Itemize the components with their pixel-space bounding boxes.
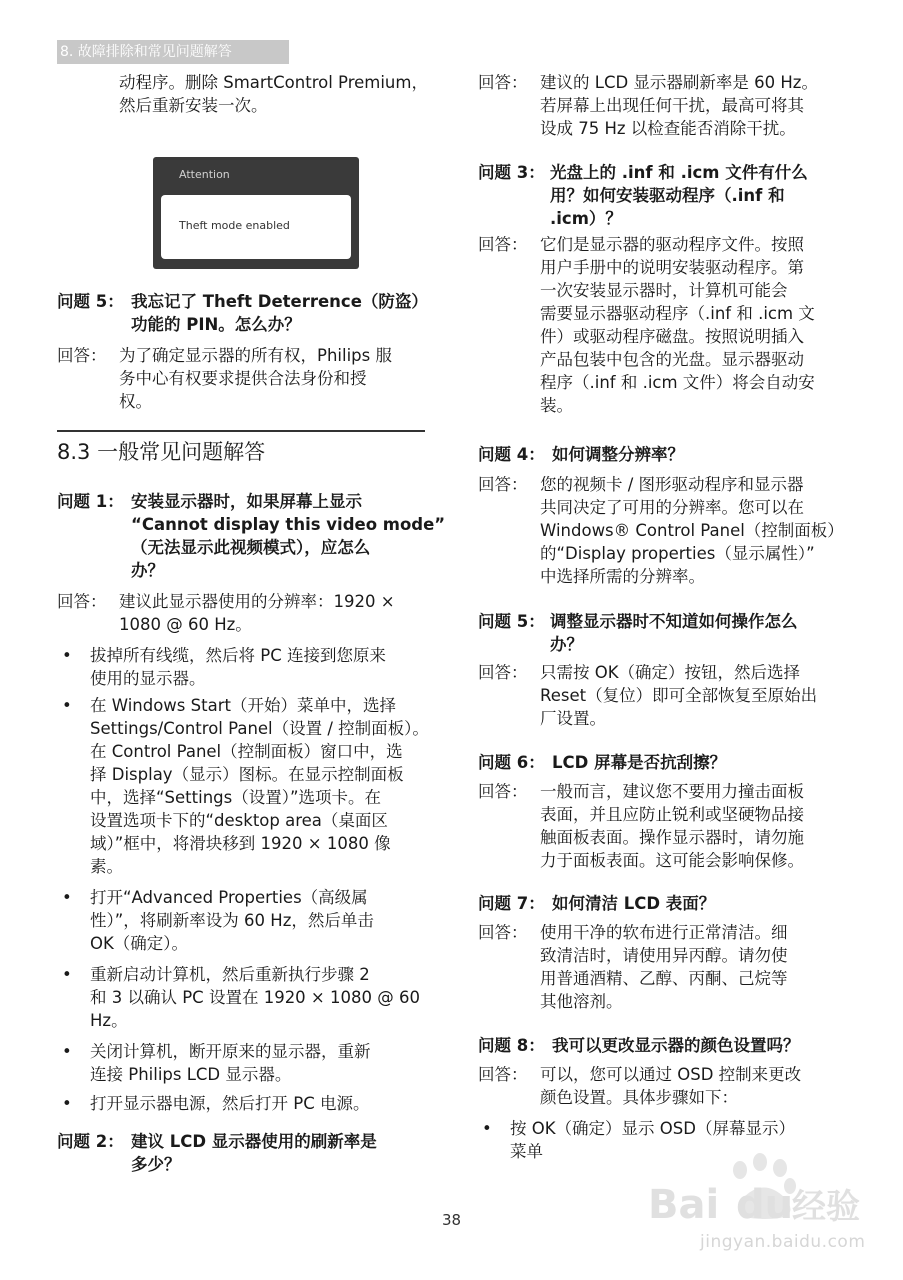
question-5-right-line: 办？	[550, 635, 583, 654]
step-5-line: 连接 Philips LCD 显示器。	[90, 1065, 292, 1084]
bullet-icon: •	[62, 646, 72, 665]
section-title: 8.3 一般常见问题解答	[57, 440, 266, 464]
answer-3-line: 需要显示器驱动程序（.inf 和 .icm 文	[540, 304, 815, 323]
intro-text-line: 然后重新安装一次。	[119, 96, 268, 115]
step-5-line: 关闭计算机，断开原来的显示器，重新	[90, 1042, 371, 1061]
step-4-line: 重新启动计算机，然后重新执行步骤 2	[90, 965, 370, 984]
answer-7-line: 使用干净的软布进行正常清洁。细	[540, 923, 788, 942]
question-3-line: 用？如何安装驱动程序（.inf 和	[550, 186, 785, 205]
question-6-label: 问题 6：	[478, 753, 545, 772]
answer-7-line: 致清洁时，请使用异丙醇。请勿使	[540, 946, 788, 965]
chapter-header: 8. 故障排除和常见问题解答	[57, 40, 289, 64]
question-3-line: .icm）？	[550, 209, 622, 228]
answer-8-label: 回答：	[478, 1065, 528, 1084]
answer-3-line: 它们是显示器的驱动程序文件。按照	[540, 235, 804, 254]
bullet-icon: •	[62, 696, 72, 715]
page-number: 38	[441, 1211, 462, 1229]
step-2-line: Settings/Control Panel（设置 / 控制面板）。	[90, 719, 429, 738]
question-4-line: 如何调整分辨率？	[552, 445, 684, 464]
answer-5-right-line: 厂设置。	[540, 709, 606, 728]
answer-2-line: 设成 75 Hz 以检查能否消除干扰。	[540, 119, 796, 138]
dialog-message: Theft mode enabled	[179, 219, 290, 232]
step-2-line: 中，选择“Settings（设置）”选项卡。在	[90, 788, 382, 807]
question-1-line: “Cannot display this video mode”	[131, 515, 446, 534]
answer-6-line: 力于面板表面。这可能会影响保修。	[540, 851, 804, 870]
answer-4-line: 您的视频卡 / 图形驱动程序和显示器	[540, 475, 804, 494]
osd-step-line: 菜单	[510, 1142, 543, 1161]
answer-5-left-label: 回答：	[57, 346, 107, 365]
question-5-left-label: 问题 5：	[57, 292, 124, 311]
dialog-title: Attention	[179, 168, 230, 181]
question-5-left-line: 我忘记了 Theft Deterrence（防盗）	[131, 292, 428, 311]
answer-3-line: 一次安装显示器时，计算机可能会	[540, 281, 788, 300]
answer-5-left-line: 务中心有权要求提供合法身份和授	[119, 369, 367, 388]
step-2-line: 设置选项卡下的“desktop area（桌面区	[90, 811, 388, 830]
answer-2-label: 回答：	[478, 73, 528, 92]
question-3-line: 光盘上的 .inf 和 .icm 文件有什么	[550, 163, 808, 182]
question-2-line: 建议 LCD 显示器使用的刷新率是	[131, 1132, 377, 1151]
answer-1-label: 回答：	[57, 592, 107, 611]
answer-6-label: 回答：	[478, 782, 528, 801]
answer-3-line: 用户手册中的说明安装驱动程序。第	[540, 258, 804, 277]
answer-5-left-line: 为了确定显示器的所有权，Philips 服	[119, 346, 392, 365]
question-2-label: 问题 2：	[57, 1132, 124, 1151]
step-2-line: 域）”框中，将滑块移到 1920 × 1080 像	[90, 834, 391, 853]
answer-3-line: 件）或驱动程序磁盘。按照说明插入	[540, 327, 804, 346]
question-1-line: 安装显示器时，如果屏幕上显示	[131, 492, 362, 511]
answer-5-left-line: 权。	[119, 392, 152, 411]
answer-6-line: 表面，并且应防止锐利或坚硬物品接	[540, 805, 804, 824]
question-7-label: 问题 7：	[478, 894, 545, 913]
step-2-line: 择 Display（显示）图标。在显示控制面板	[90, 765, 404, 784]
intro-text-line: 动程序。删除 SmartControl Premium，	[119, 73, 428, 92]
answer-4-line: 中选择所需的分辨率。	[540, 567, 705, 586]
answer-3-line: 程序（.inf 和 .icm 文件）将会自动安	[540, 373, 815, 392]
answer-1-line: 1080 @ 60 Hz。	[119, 615, 252, 634]
answer-5-right-label: 回答：	[478, 663, 528, 682]
question-8-line: 我可以更改显示器的颜色设置吗？	[552, 1036, 800, 1055]
question-7-line: 如何清洁 LCD 表面？	[552, 894, 716, 913]
question-8-label: 问题 8：	[478, 1036, 545, 1055]
bullet-icon: •	[62, 1094, 72, 1113]
answer-8-line: 颜色设置。具体步骤如下：	[540, 1088, 738, 1107]
answer-8-line: 可以，您可以通过 OSD 控制来更改	[540, 1065, 802, 1084]
answer-3-line: 装。	[540, 396, 573, 415]
svg-text:Bai: Bai	[648, 1182, 720, 1228]
step-6-line: 打开显示器电源，然后打开 PC 电源。	[90, 1094, 370, 1113]
question-5-left-line: 功能的 PIN。怎么办？	[131, 315, 301, 334]
step-2-line: 在 Windows Start（开始）菜单中，选择	[90, 696, 396, 715]
dialog-body	[161, 195, 351, 259]
bullet-icon: •	[482, 1119, 492, 1138]
answer-4-line: Windows® Control Panel（控制面板）	[540, 521, 844, 540]
question-1-line: （无法显示此视频模式），应怎么	[131, 538, 371, 557]
bullet-icon: •	[62, 965, 72, 984]
bullet-icon: •	[62, 1042, 72, 1061]
step-4-line: 和 3 以确认 PC 设置在 1920 × 1080 @ 60	[90, 988, 420, 1007]
answer-7-label: 回答：	[478, 923, 528, 942]
answer-4-label: 回答：	[478, 475, 528, 494]
question-3-label: 问题 3：	[478, 163, 545, 182]
step-1-line: 拔掉所有线缆，然后将 PC 连接到您原来	[90, 646, 386, 665]
question-1-line: 办？	[131, 561, 164, 580]
svg-text:经验: 经验	[792, 1187, 860, 1227]
answer-2-line: 若屏幕上出现任何干扰，最高可将其	[540, 96, 804, 115]
question-2-line: 多少？	[131, 1155, 181, 1174]
answer-7-line: 其他溶剂。	[540, 992, 623, 1011]
question-5-right-label: 问题 5：	[478, 612, 545, 631]
answer-3-line: 产品包装中包含的光盘。显示器驱动	[540, 350, 804, 369]
step-3-line: 打开“Advanced Properties（高级属	[90, 888, 368, 907]
step-2-line: 在 Control Panel（控制面板）窗口中，选	[90, 742, 403, 761]
step-3-line: OK（确定）。	[90, 934, 189, 953]
bullet-icon: •	[62, 888, 72, 907]
answer-7-line: 用普通酒精、乙醇、丙酮、己烷等	[540, 969, 788, 988]
step-2-line: 素。	[90, 857, 123, 876]
answer-6-line: 触面板表面。操作显示器时，请勿施	[540, 828, 804, 847]
question-6-line: LCD 屏幕是否抗刮擦？	[552, 753, 727, 772]
theft-mode-dialog	[153, 157, 359, 269]
answer-5-right-line: Reset（复位）即可全部恢复至原始出	[540, 686, 818, 705]
step-4-line: Hz。	[90, 1011, 128, 1030]
answer-5-right-line: 只需按 OK（确定）按钮，然后选择	[540, 663, 801, 682]
answer-4-line: 共同决定了可用的分辨率。您可以在	[540, 498, 804, 517]
answer-2-line: 建议的 LCD 显示器刷新率是 60 Hz。	[540, 73, 818, 92]
osd-step-line: 按 OK（确定）显示 OSD（屏幕显示）	[510, 1119, 795, 1138]
question-4-label: 问题 4：	[478, 445, 545, 464]
question-5-right-line: 调整显示器时不知道如何操作怎么	[550, 612, 798, 631]
svg-text:du: du	[736, 1182, 794, 1228]
answer-3-label: 回答：	[478, 235, 528, 254]
question-1-label: 问题 1：	[57, 492, 124, 511]
section-divider	[57, 430, 425, 432]
step-1-line: 使用的显示器。	[90, 669, 206, 688]
answer-4-line: 的“Display properties（显示属性）”	[540, 544, 815, 563]
answer-6-line: 一般而言，建议您不要用力撞击面板	[540, 782, 804, 801]
watermark-url: jingyan.baidu.com	[700, 1232, 866, 1252]
answer-1-line: 建议此显示器使用的分辨率：1920 ×	[119, 592, 395, 611]
step-3-line: 性）”，将刷新率设为 60 Hz，然后单击	[90, 911, 374, 930]
